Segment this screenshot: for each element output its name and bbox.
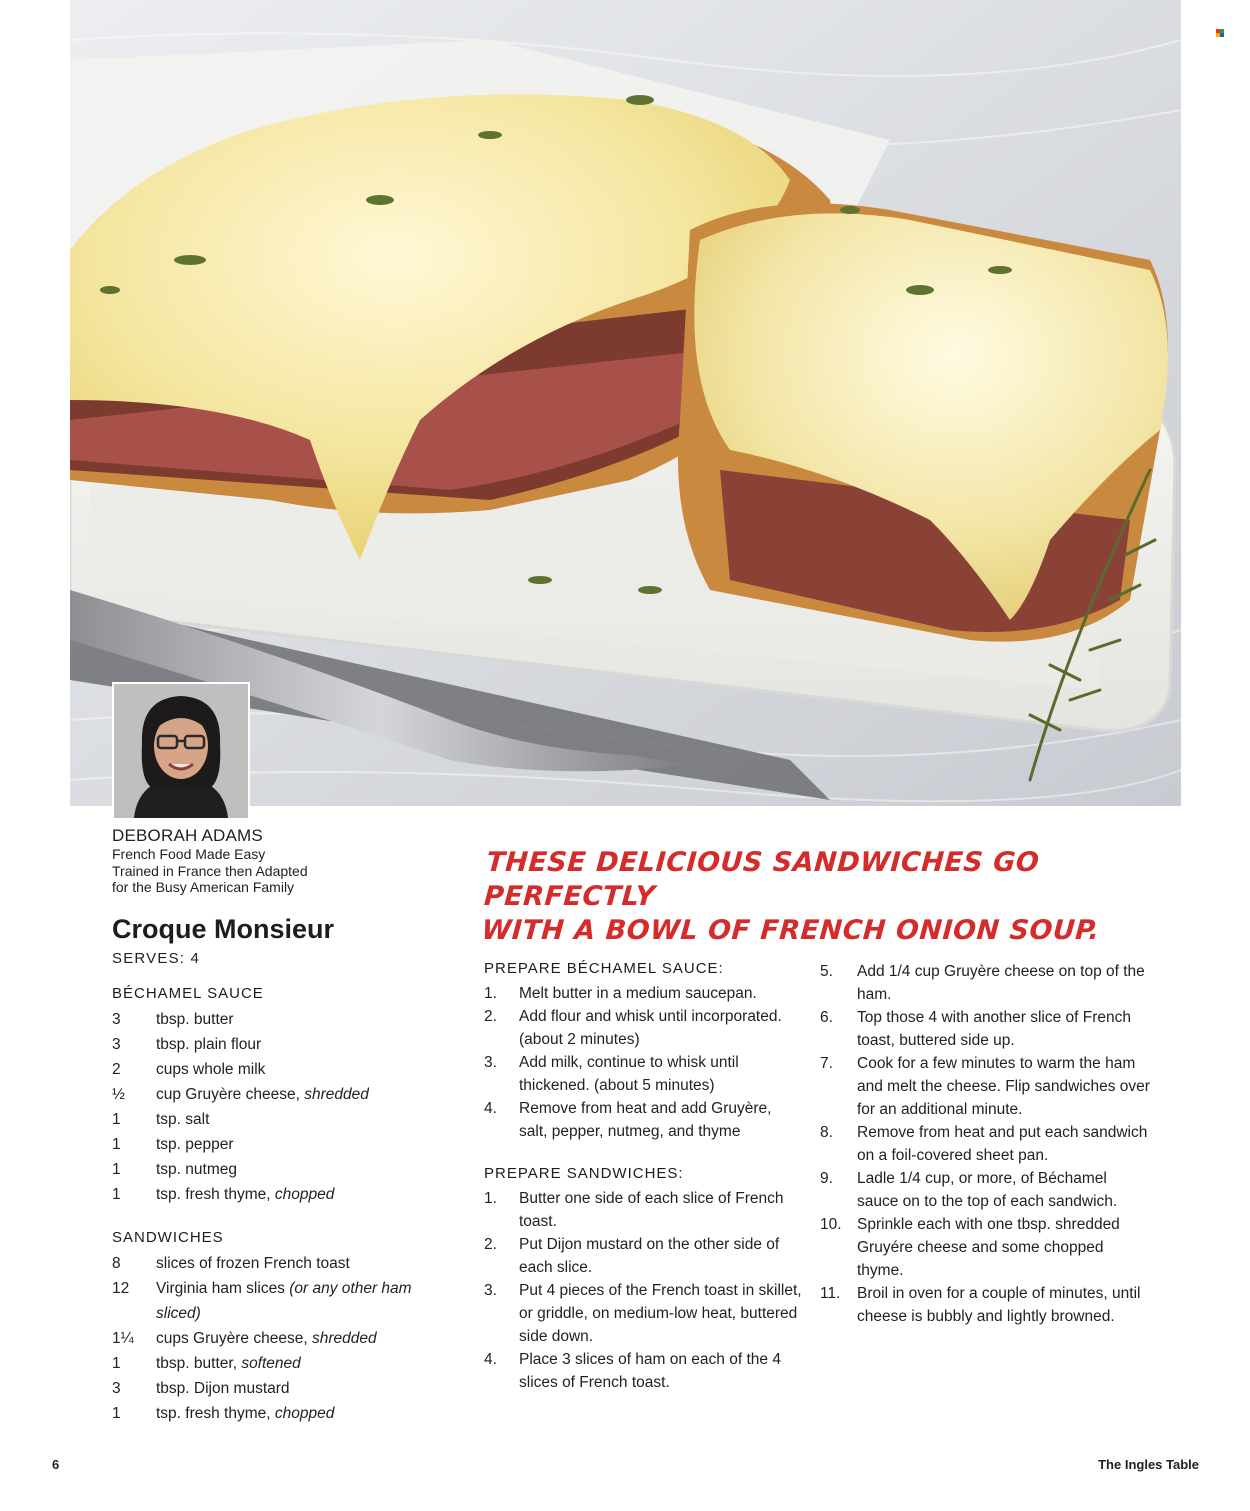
step-item (820, 960, 1150, 1006)
section-heading: PREPARE SANDWICHES: (484, 1165, 684, 1182)
ingredient-quantity: 2 (112, 1061, 121, 1078)
publication-name: The Ingles Table (1098, 1457, 1199, 1472)
step-text: Top those 4 with another slice of French toast, buttered side up. (857, 1009, 1131, 1049)
pull-quote-line: WITH A BOWL OF FRENCH ONION SOUP. (480, 915, 1101, 946)
ingredient-quantity: 1 (112, 1186, 121, 1203)
step-number: 5. (820, 963, 833, 980)
ingredient-quantity: 3 (112, 1036, 121, 1053)
author-name: DEBORAH ADAMS (112, 826, 263, 845)
ingredient-item (112, 1401, 442, 1426)
step-list (820, 960, 1150, 1328)
step-item (484, 1348, 804, 1394)
step-text: Remove from heat and put each sandwich on a foil-covered sheet pan. (857, 1124, 1148, 1164)
prepare-sandwiches (484, 1165, 804, 1394)
instructions-column-2 (820, 960, 1150, 1328)
ingredient-note: shredded (304, 1086, 369, 1103)
bechamel-ingredients (112, 985, 442, 1207)
step-number: 9. (820, 1170, 833, 1187)
ingredient-text: tsp. pepper (156, 1136, 234, 1153)
ingredient-quantity: ½ (112, 1086, 125, 1103)
step-number: 2. (484, 1008, 497, 1025)
ingredient-quantity: 1 (112, 1355, 121, 1372)
step-number: 8. (820, 1124, 833, 1141)
step-list (484, 982, 804, 1143)
author-tagline-line: Trained in France then Adapted (112, 862, 308, 879)
step-number: 4. (484, 1100, 497, 1117)
ingredient-list (112, 1251, 442, 1426)
recipe-title: Croque Monsieur (112, 914, 335, 944)
step-text: Cook for a few minutes to warm the ham and melt the cheese. Flip sandwiches over for an additional minute. (857, 1055, 1150, 1118)
ingredient-text: tsp. fresh thyme, (156, 1186, 275, 1203)
pull-quote-line: THESE DELICIOUS SANDWICHES GO PERFECTLY (482, 847, 1041, 912)
publisher-logo-icon (1216, 29, 1225, 38)
step-item (820, 1052, 1150, 1121)
step-text: Broil in oven for a couple of minutes, until cheese is bubbly and lightly browned. (857, 1285, 1141, 1325)
ingredient-note: chopped (274, 1186, 335, 1203)
ingredients (112, 985, 442, 1426)
pull-quote (480, 846, 1187, 948)
page-number: 6 (52, 1457, 60, 1472)
ingredient-quantity: 1 (112, 1136, 121, 1153)
step-text: Sprinkle each with one tbsp. shredded Gruyére cheese and some chopped thyme. (857, 1216, 1120, 1279)
step-item (484, 982, 804, 1005)
ingredient-item (112, 1376, 442, 1401)
step-text: Add 1/4 cup Gruyère cheese on top of the ham. (857, 963, 1145, 1003)
step-text: Place 3 slices of ham on each of the 4 slices of French toast. (519, 1351, 781, 1391)
ingredient-text: tsp. fresh thyme, (156, 1405, 275, 1422)
section-heading: PREPARE BÉCHAMEL SAUCE: (484, 960, 724, 977)
ingredient-note: (or any other ham sliced) (156, 1280, 412, 1322)
author-tagline-line: for the Busy American Family (112, 879, 295, 895)
ingredient-text: Virginia ham slices (156, 1280, 290, 1297)
ingredient-text: cups Gruyère cheese, (156, 1330, 312, 1347)
ingredient-item (112, 1032, 442, 1057)
ingredient-quantity: 3 (112, 1011, 121, 1028)
step-item (820, 1006, 1150, 1052)
ingredient-item (112, 1007, 442, 1032)
step-text: Butter one side of each slice of French toast. (519, 1190, 784, 1230)
ingredient-text: slices of frozen French toast (156, 1255, 350, 1272)
author-info (112, 826, 432, 896)
ingredient-item (112, 1157, 442, 1182)
ingredient-text: tbsp. butter (156, 1011, 234, 1028)
prepare-bechamel (484, 960, 804, 1143)
step-item (484, 1187, 804, 1233)
step-text: Remove from heat and add Gruyère, salt, pepper, nutmeg, and thyme (519, 1100, 772, 1140)
ingredient-item (112, 1351, 442, 1376)
ingredient-quantity: 12 (112, 1280, 130, 1297)
ingredient-text: cups whole milk (156, 1061, 266, 1078)
step-number: 4. (484, 1351, 497, 1368)
ingredient-text: cup Gruyère cheese, (156, 1086, 305, 1103)
step-text: Add flour and whisk until incorporated. (about 2 minutes) (519, 1008, 782, 1048)
step-text: Put 4 pieces of the French toast in skillet, or griddle, on medium-low heat, buttered side down. (519, 1282, 802, 1345)
step-item (820, 1282, 1150, 1328)
step-number: 6. (820, 1009, 833, 1026)
ingredient-item (112, 1326, 442, 1351)
step-number: 1. (484, 985, 497, 1002)
ingredient-note: softened (241, 1355, 301, 1372)
ingredient-item (112, 1057, 442, 1082)
step-number: 11. (820, 1285, 841, 1302)
ingredient-note: shredded (311, 1330, 377, 1347)
step-text: Put Dijon mustard on the other side of each slice. (519, 1236, 780, 1276)
step-item (484, 1097, 804, 1143)
step-text: Add milk, continue to whisk until thickened. (about 5 minutes) (519, 1054, 739, 1094)
step-item (820, 1167, 1150, 1213)
ingredient-text: tsp. nutmeg (156, 1161, 237, 1178)
step-item (820, 1121, 1150, 1167)
step-number: 7. (820, 1055, 833, 1072)
step-number: 3. (484, 1282, 497, 1299)
instructions-column-1 (484, 960, 804, 1394)
ingredient-item (112, 1276, 442, 1326)
ingredient-quantity: 1¼ (112, 1330, 134, 1347)
step-number: 2. (484, 1236, 497, 1253)
ingredient-text: tsp. salt (156, 1111, 210, 1128)
author-portrait (112, 682, 250, 820)
step-item (484, 1279, 804, 1348)
step-number: 3. (484, 1054, 497, 1071)
section-heading: SANDWICHES (112, 1229, 224, 1246)
ingredient-item (112, 1251, 442, 1276)
step-text: Melt butter in a medium saucepan. (519, 985, 757, 1002)
ingredient-note: chopped (274, 1405, 335, 1422)
ingredient-quantity: 3 (112, 1380, 121, 1397)
sandwich-ingredients (112, 1229, 442, 1426)
ingredient-quantity: 1 (112, 1161, 121, 1178)
ingredient-item (112, 1182, 442, 1207)
ingredient-quantity: 1 (112, 1405, 121, 1422)
step-item (484, 1005, 804, 1051)
step-item (484, 1233, 804, 1279)
ingredient-text: tbsp. plain flour (156, 1036, 262, 1053)
ingredient-item (112, 1082, 442, 1107)
step-item (484, 1051, 804, 1097)
ingredient-list (112, 1007, 442, 1207)
section-heading: BÉCHAMEL SAUCE (112, 985, 264, 1002)
servings: SERVES: 4 (112, 950, 201, 967)
step-list (484, 1187, 804, 1394)
ingredient-text: tbsp. butter, (156, 1355, 242, 1372)
ingredient-quantity: 8 (112, 1255, 121, 1272)
author-tagline-line: French Food Made Easy (112, 846, 266, 862)
step-number: 10. (820, 1216, 842, 1233)
ingredient-item (112, 1132, 442, 1157)
step-text: Ladle 1/4 cup, or more, of Béchamel sauce on to the top of each sandwich. (857, 1170, 1118, 1210)
step-number: 1. (484, 1190, 497, 1207)
ingredient-item (112, 1107, 442, 1132)
ingredient-text: tbsp. Dijon mustard (156, 1380, 290, 1397)
step-item (820, 1213, 1150, 1282)
ingredient-quantity: 1 (112, 1111, 121, 1128)
